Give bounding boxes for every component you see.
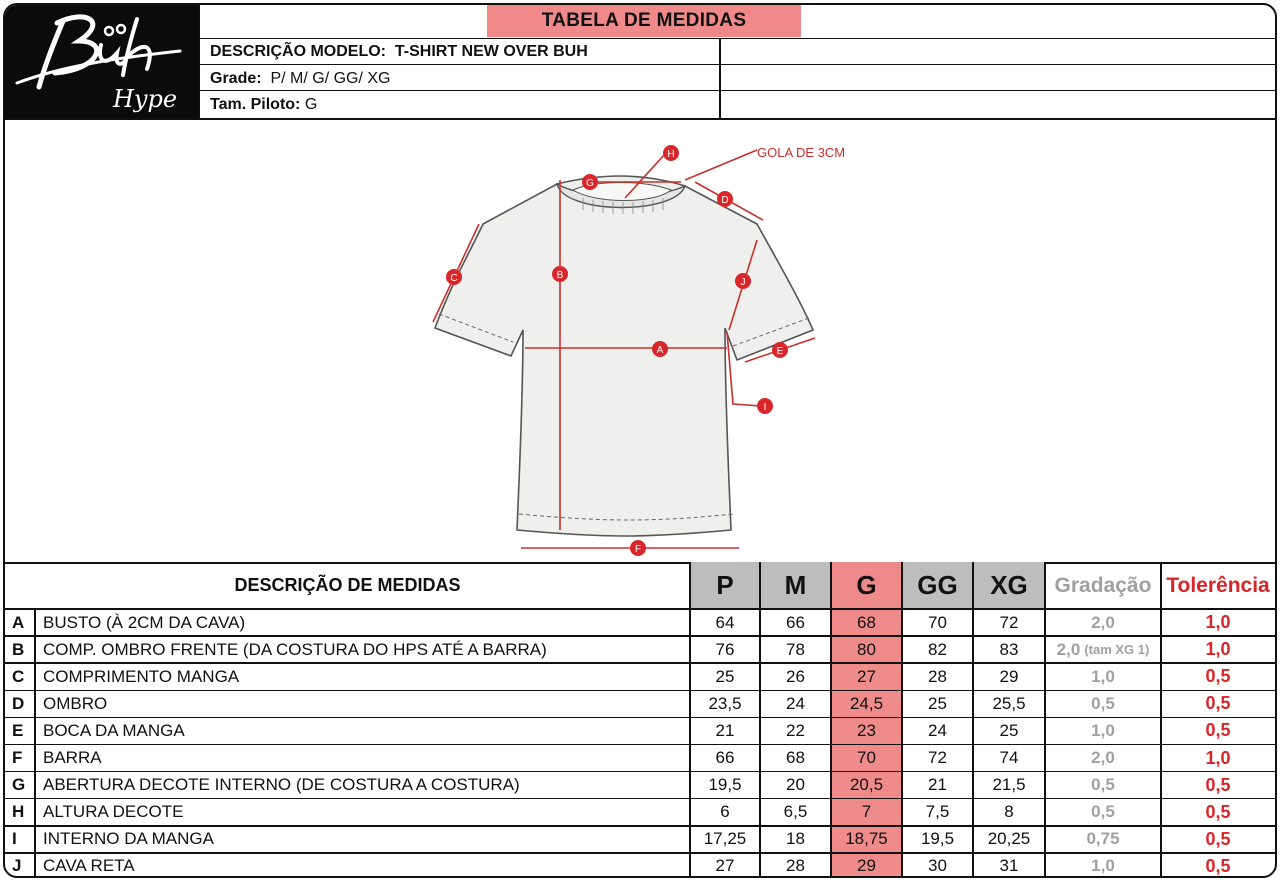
marker-j [735, 273, 751, 289]
row-description: BOCA DA MANGA [43, 720, 185, 740]
pilot-value: G [304, 96, 318, 113]
size-value-g: 29 [857, 856, 876, 876]
gradation-cell [1045, 799, 1161, 826]
marker-g [582, 174, 598, 190]
size-value-xg: 74 [999, 748, 1019, 768]
size-value-p: 19,5 [708, 775, 742, 795]
tolerance-value: 0,5 [1205, 720, 1231, 741]
marker-a [652, 341, 668, 357]
size-value-m: 28 [786, 856, 805, 876]
size-value-m: 66 [786, 612, 805, 632]
size-value-p: 17,25 [703, 829, 747, 849]
size-value-g: 18,75 [845, 829, 888, 849]
size-value-xg: 29 [999, 666, 1019, 686]
marker-c [446, 269, 462, 285]
size-value-g: 68 [857, 612, 876, 632]
size-value-xg: 25 [999, 720, 1019, 740]
tshirt-diagram [5, 120, 1275, 562]
size-value-gg: 30 [928, 856, 947, 876]
row-divider [5, 662, 1275, 664]
gradation-value: 1,0 [1091, 720, 1115, 740]
row-description: BARRA [43, 748, 102, 768]
gradation-note: (tam XG 1) [1084, 642, 1150, 658]
gradation-cell [1045, 772, 1161, 799]
size-value-g: 80 [857, 639, 876, 659]
tolerance-value: 0,5 [1205, 855, 1231, 876]
size-value-p: 25 [715, 666, 735, 686]
column-divider [1160, 562, 1162, 878]
model-value: T-SHIRT NEW OVER BUH [394, 43, 588, 60]
size-value-m: 24 [786, 693, 805, 713]
row-divider [5, 852, 1275, 854]
size-value-gg: 7,5 [925, 802, 950, 822]
row-description: OMBRO [43, 693, 108, 713]
size-value-g: 7 [861, 802, 872, 822]
row-code: D [12, 693, 25, 713]
gradation-cell [1045, 826, 1161, 853]
row-code: E [12, 720, 24, 740]
size-header-p: P [690, 562, 760, 609]
pilot-row [200, 91, 1275, 118]
tolerance-value: 1,0 [1205, 747, 1231, 768]
size-value-g: 20,5 [849, 775, 884, 795]
gradation-value: 2,0 [1056, 639, 1081, 659]
row-code: C [12, 666, 25, 686]
marker-j-label: J [740, 277, 746, 288]
gradation-value: 0,5 [1091, 693, 1115, 713]
tolerance-value: 0,5 [1205, 693, 1231, 714]
marker-d [717, 191, 733, 207]
gradation-cell [1045, 690, 1161, 717]
size-value-p: 27 [715, 856, 735, 876]
row-description: INTERNO DA MANGA [43, 829, 214, 849]
size-value-xg: 25,5 [992, 693, 1026, 713]
gradation-header: Gradação [1054, 573, 1152, 597]
row-description: CAVA RETA [43, 856, 135, 876]
size-value-m: 78 [786, 639, 805, 659]
row-divider [5, 717, 1275, 719]
row-code: H [12, 802, 25, 822]
size-value-m: 18 [786, 829, 805, 849]
size-value-gg: 70 [928, 612, 947, 632]
size-value-p: 64 [715, 612, 735, 632]
size-value-gg: 21 [928, 775, 947, 795]
size-value-p: 23,5 [708, 693, 742, 713]
size-value-gg: 24 [928, 720, 947, 740]
size-value-gg: 72 [928, 748, 947, 768]
marker-h-label: H [667, 149, 675, 160]
brand-logo [5, 5, 198, 118]
title-row [200, 5, 1275, 39]
marker-b-label: B [556, 270, 564, 281]
size-value-g: 27 [857, 666, 876, 686]
size-value-gg: 28 [928, 666, 947, 686]
size-header-xg: XG [973, 562, 1045, 609]
size-value-gg: 19,5 [920, 829, 955, 849]
gradation-value: 2,0 [1091, 748, 1115, 768]
row-description: ABERTURA DECOTE INTERNO (DE COSTURA A COSTURA) [43, 775, 520, 795]
column-divider [34, 609, 36, 878]
size-value-xg: 21,5 [992, 775, 1026, 795]
gradation-cell [1045, 745, 1161, 772]
column-divider [830, 562, 832, 878]
row-description: COMP. OMBRO FRENTE (DA COSTURA DO HPS ATÉ A BARRA) [43, 639, 547, 659]
size-value-gg: 25 [928, 693, 947, 713]
size-value-m: 26 [786, 666, 805, 686]
marker-i-label: I [763, 402, 767, 413]
tolerance-value: 0,5 [1205, 801, 1231, 822]
tolerance-value: 0,5 [1205, 828, 1231, 849]
row-divider [5, 825, 1275, 827]
model-label: DESCRIÇÃO MODELO: [210, 43, 386, 60]
grade-line [210, 70, 390, 88]
size-value-m: 20 [786, 775, 805, 795]
marker-h [663, 145, 679, 161]
size-value-m: 6,5 [783, 802, 808, 822]
measurement-table [5, 562, 1275, 876]
grade-row [200, 65, 1275, 91]
gradation-value: 0,75 [1086, 829, 1120, 849]
row-code: J [12, 856, 22, 876]
row-divider [5, 744, 1275, 746]
row-divider [5, 635, 1275, 637]
spec-sheet [3, 3, 1277, 878]
size-header-gg: GG [902, 562, 973, 609]
header-panel [198, 5, 1275, 118]
model-row [200, 39, 1275, 65]
marker-f-label: F [634, 544, 642, 555]
garment-illustration [5, 118, 1275, 564]
column-divider [689, 562, 691, 878]
row-code: G [12, 775, 26, 795]
column-divider [901, 562, 903, 878]
column-divider [972, 562, 974, 878]
size-value-xg: 31 [999, 856, 1019, 876]
row-code: A [12, 612, 25, 632]
row-code: F [12, 748, 23, 768]
size-value-p: 6 [720, 802, 730, 822]
row-code: B [12, 639, 25, 659]
gradation-cell [1045, 636, 1161, 663]
desc-header: DESCRIÇÃO DE MEDIDAS [234, 575, 461, 595]
marker-i [757, 398, 773, 414]
row-divider [5, 771, 1275, 773]
size-value-xg: 72 [999, 612, 1019, 632]
row-divider [5, 798, 1275, 800]
size-value-p: 21 [715, 720, 735, 740]
size-value-m: 68 [786, 748, 805, 768]
logo-tagline: Hype [113, 85, 178, 113]
gradation-value: 0,5 [1091, 775, 1115, 795]
sheet-title: TABELA DE MEDIDAS [487, 5, 801, 37]
marker-a-label: A [656, 345, 664, 356]
tolerance-value: 1,0 [1205, 639, 1231, 660]
grade-value: P/ M/ G/ GG/ XG [270, 70, 391, 87]
column-divider [1044, 562, 1046, 878]
tolerance-value: 0,5 [1205, 774, 1231, 795]
marker-e [772, 342, 788, 358]
gradation-cell [1045, 609, 1161, 636]
gradation-value: 1,0 [1091, 666, 1115, 686]
size-header-m: M [760, 562, 831, 609]
row-description: COMPRIMENTO MANGA [43, 666, 240, 686]
size-header-g: G [831, 562, 902, 609]
size-value-xg: 83 [999, 639, 1019, 659]
tolerance-value: 1,0 [1205, 612, 1231, 633]
size-value-p: 76 [715, 639, 735, 659]
marker-b [552, 266, 568, 282]
size-value-g: 23 [857, 720, 876, 740]
grade-label: Grade: [210, 70, 262, 87]
pilot-line [210, 96, 317, 114]
size-value-xg: 8 [1004, 802, 1014, 822]
size-value-m: 22 [786, 720, 805, 740]
pilot-label: Tam. Piloto: [210, 96, 301, 113]
gradation-cell [1045, 717, 1161, 744]
gradation-value: 1,0 [1091, 856, 1115, 876]
row-divider [5, 690, 1275, 692]
model-line [210, 43, 588, 61]
logo-graphic [5, 5, 198, 118]
gradation-value: 0,5 [1091, 802, 1115, 822]
size-value-g: 24,5 [849, 693, 884, 713]
tolerance-value: 0,5 [1205, 666, 1231, 687]
marker-d-label: D [721, 195, 729, 206]
marker-c-label: C [450, 273, 458, 284]
row-divider [5, 608, 1275, 610]
header-divider [719, 39, 721, 118]
row-description: ALTURA DECOTE [43, 802, 184, 822]
size-value-g: 70 [857, 748, 876, 768]
column-divider [759, 562, 761, 878]
marker-g-label: G [586, 178, 594, 189]
collar-note: GOLA DE 3CM [757, 145, 846, 160]
size-value-gg: 82 [928, 639, 947, 659]
size-value-xg: 20,25 [987, 829, 1031, 849]
gradation-cell [1045, 853, 1161, 878]
size-value-p: 66 [715, 748, 735, 768]
gradation-cell [1045, 663, 1161, 690]
row-code: I [12, 829, 17, 849]
marker-f [630, 540, 646, 556]
gradation-value: 2,0 [1091, 612, 1115, 632]
tolerance-header: Tolerência [1166, 573, 1270, 597]
marker-e-label: E [776, 346, 784, 357]
row-description: BUSTO (À 2CM DA CAVA) [43, 612, 246, 632]
